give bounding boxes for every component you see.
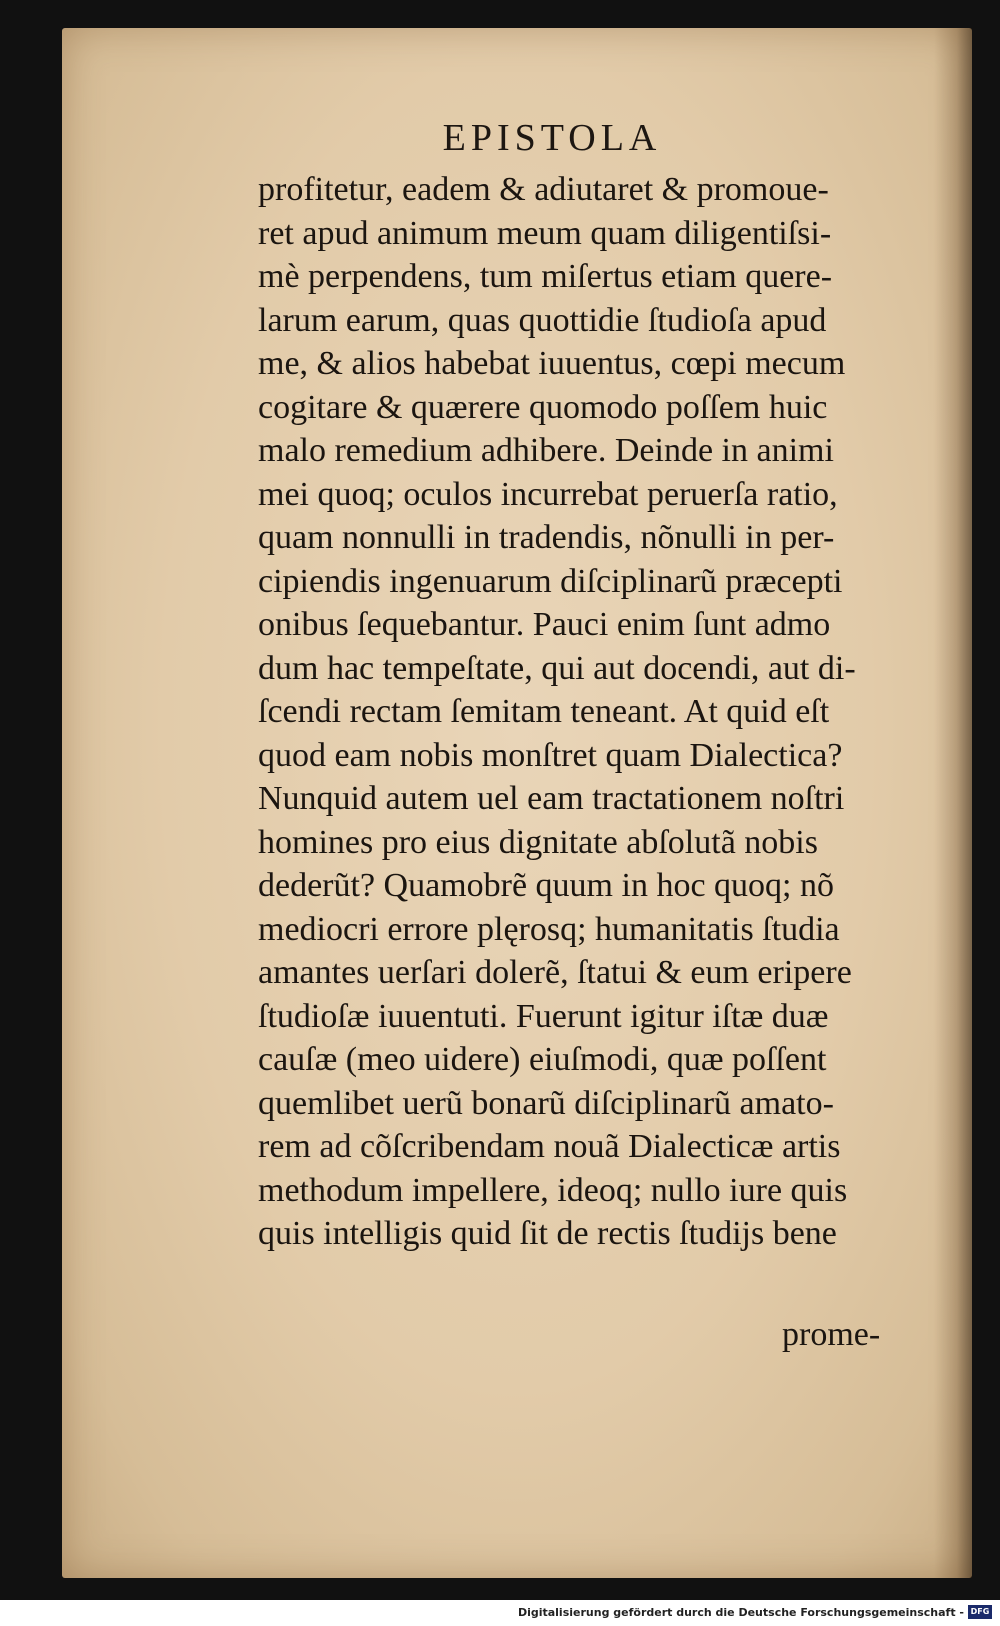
text-line: cogitare & quærere quomodo poſſem huic xyxy=(258,388,828,426)
text-line: homines pro eius dignitate abſolutã nobis xyxy=(258,823,818,861)
text-line: malo remedium adhibere. Deinde in animi xyxy=(258,432,834,469)
funding-credit: Digitalisierung gefördert durch die Deutsche Forschungsgemeinschaft - xyxy=(517,1606,964,1619)
text-line: me, & alios habebat iuuentus, cœpi mecum xyxy=(258,345,846,382)
catchword: prome- xyxy=(782,1316,881,1353)
text-line: amantes uerſari dolerẽ, ſtatui & eum eripere xyxy=(258,954,852,991)
text-line: profitetur, eadem & adiutaret & promoue- xyxy=(258,171,829,208)
body-text xyxy=(258,168,918,1256)
digitization-footer xyxy=(0,1600,1000,1626)
text-line: Nunquid autem uel eam tractationem noſtri xyxy=(258,780,845,817)
text-line: ret apud animum meum quam diligentiſsi- xyxy=(258,214,832,252)
text-line: quis intelligis quid ſit de rectis ſtudijs bene xyxy=(258,1215,837,1252)
text-line: quod eam nobis monſtret quam Dialectica? xyxy=(258,736,843,774)
text-line: ſcendi rectam ſemitam teneant. At quid eſt xyxy=(258,693,830,730)
text-line: cauſæ (meo uidere) eiuſmodi, quæ poſſent xyxy=(258,1041,827,1078)
text-line: dum hac tempeſtate, qui aut docendi, aut di- xyxy=(258,649,856,687)
text-line: mediocri errore plęrosq; humanitatis ſtudia xyxy=(258,910,840,948)
text-line: dederũt? Quamobrẽ quum in hoc quoq; nõ xyxy=(258,867,834,904)
text-line: onibus ſequebantur. Pauci enim ſunt admo xyxy=(258,606,831,643)
text-line: mè perpendens, tum miſertus etiam quere- xyxy=(258,258,833,295)
text-line: methodum impellere, ideoq; nullo iure quis xyxy=(258,1171,848,1209)
text-line: quemlibet uerũ bonarũ diſciplinarũ amato- xyxy=(258,1084,834,1122)
text-line: quam nonnulli in tradendis, nõnulli in per- xyxy=(258,519,835,556)
text-line: larum earum, quas quottidie ſtudioſa apud xyxy=(258,301,827,339)
text-line: cipiendis ingenuarum diſciplinarũ præcepti xyxy=(258,562,843,600)
running-header: EPISTOLA xyxy=(442,117,662,159)
text-line: rem ad cõſcribendam nouã Dialecticæ artis xyxy=(258,1128,841,1165)
text-line: mei quoq; oculos incurrebat peruerſa ratio, xyxy=(258,475,838,513)
book-page xyxy=(62,28,972,1578)
text-line: ſtudioſæ iuuentuti. Fuerunt igitur iſtæ duæ xyxy=(258,997,829,1035)
dfg-logo-icon: DFG xyxy=(968,1605,992,1619)
